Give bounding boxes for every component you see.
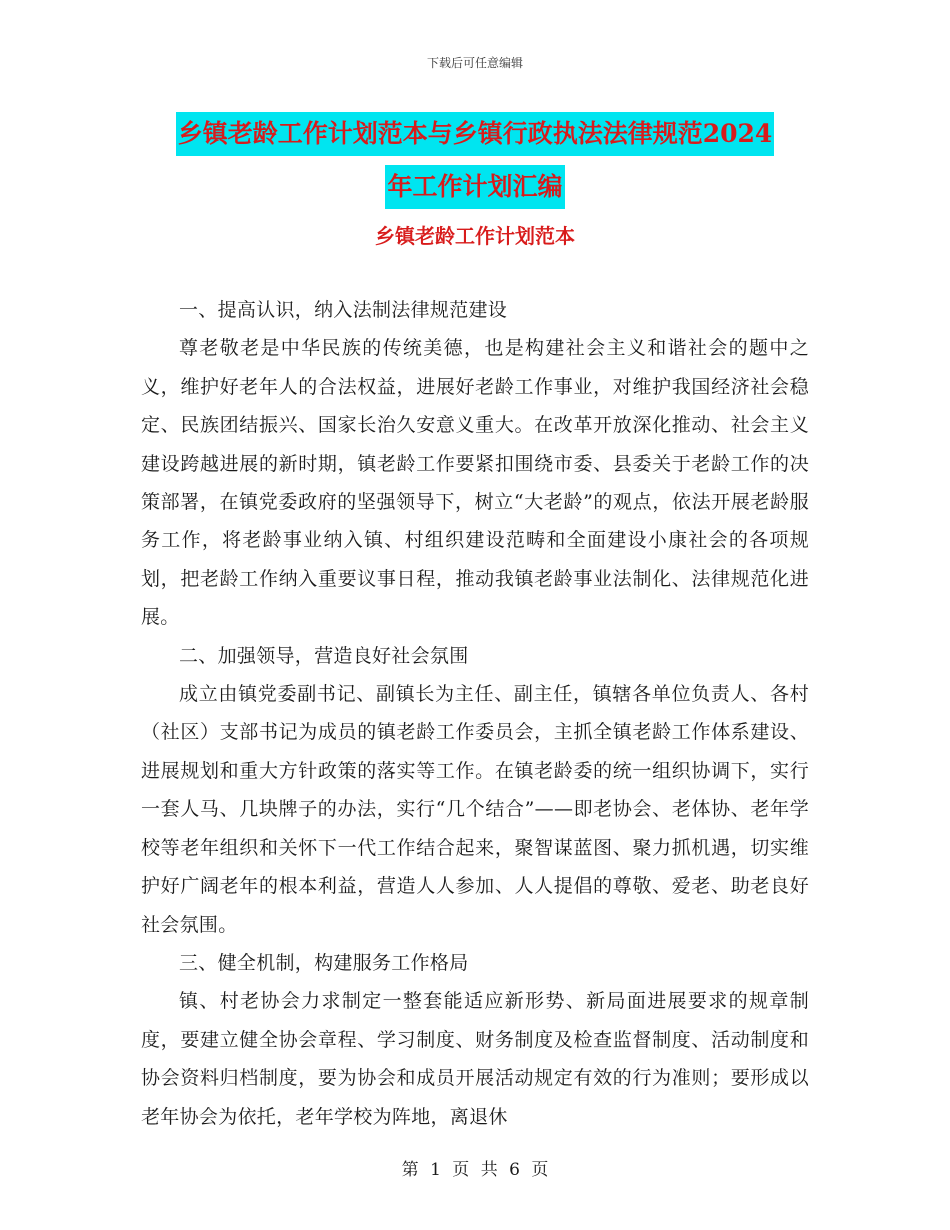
document-body	[141, 291, 809, 1136]
paragraph-1: 尊老敬老是中华民族的传统美德，也是构建社会主义和谐社会的题中之义，维护好老年人的合法权益，进展好老龄工作事业，对维护我国经济社会稳定、民族团结振兴、国家长治久安意义重大。在改革开放深化推动、社会主义建设跨越进展的新时期，镇老龄工作要紧扣围绕市委、县委关于老龄工作的决策部署，在镇党委政府的坚强领导下，树立“大老龄”的观点，依法开展老龄服务工作，将老龄事业纳入镇、村组织建设范畴和全面建设小康社会的各项规划，把老龄工作纳入重要议事日程，推动我镇老龄事业法制化、法律规范化进展。	[141, 337, 809, 629]
heading-2: 二、加强领导，营造良好社会氛围	[179, 644, 469, 667]
heading-1: 一、提高认识，纳入法制法律规范建设	[179, 299, 508, 321]
section-title: 乡镇老龄工作计划范本	[375, 224, 575, 248]
document-title-line-1: 乡镇老龄工作计划范本与乡镇行政执法法律规范2024	[176, 112, 775, 156]
header-note: 下载后可任意编辑	[426, 56, 523, 70]
page-number: 第 1 页 共 6 页	[401, 1160, 549, 1180]
paragraph-2: 成立由镇党委副书记、副镇长为主任、副主任，镇辖各单位负责人、各村（社区）支部书记为成员的镇老龄工作委员会，主抓全镇老龄工作体系建设、进展规划和重大方针政策的落实等工作。在镇老龄委的统一组织协调下，实行一套人马、几块牌子的办法，实行“几个结合”——即老协会、老体协、老年学校等老年组织和关怀下一代工作结合起来，聚智谋蓝图、聚力抓机遇，切实维护好广阔老年的根本利益，营造人人参加、人人提倡的尊敬、爱老、助老良好社会氛围。	[141, 683, 809, 936]
document-title	[0, 112, 950, 218]
paragraph-3: 镇、村老协会力求制定一整套能适应新形势、新局面进展要求的规章制度，要建立健全协会章程、学习制度、财务制度及检查监督制度、活动制度和协会资料归档制度，要为协会和成员开展活动规定有效的行为准则；要形成以老年协会为依托，老年学校为阵地，离退休	[141, 990, 809, 1128]
document-title-line-2: 年工作计划汇编	[385, 165, 564, 209]
heading-3: 三、健全机制，构建服务工作格局	[179, 951, 469, 974]
